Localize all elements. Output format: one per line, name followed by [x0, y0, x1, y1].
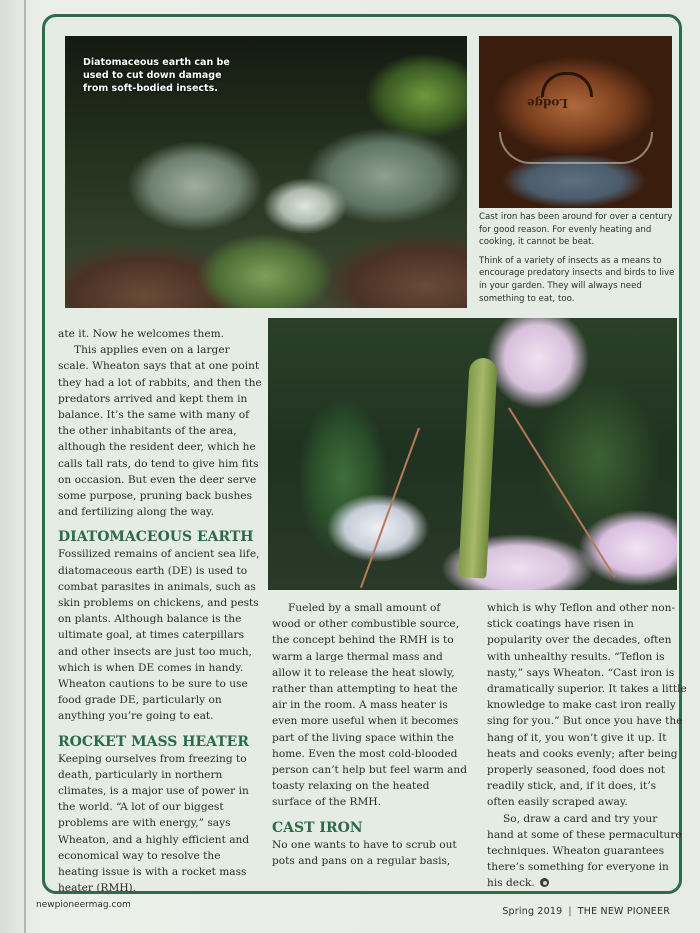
paragraph: No one wants to have to scrub out pots and pans on a regular basis, — [272, 838, 457, 867]
paragraph: Fossilized remains of ancient sea life, diatomaceous earth (DE) is used to combat parasites in animals, such as skin problems on chickens, and pests on plants. Although balance is the ultimate goal, at times caterpillars and other insects are just too much, which is when DE comes in handy. Wheaton cautions to be sure to use food grade DE, particularly on anything you’re going to eat. — [58, 548, 260, 723]
paragraph: which is why Teflon and other non-stick coatings have risen in popularity over the decades, often with unhealthy results. “Teflon is nasty,” says Wheaton. “Cast iron is dramatically superior. It takes a little knowledge to make cast iron really sing for you.” But once you have the hang of it, you won’t give it up. It heats and cooks evenly; after being properly seasoned, food does not readily stick, and, if it does, it’s often easily scraped away. — [487, 602, 687, 809]
cabbage-photo — [65, 36, 467, 308]
katydid-leg — [360, 428, 420, 588]
end-mark-icon — [540, 878, 549, 887]
footer-issue: Spring 2019 — [502, 906, 563, 917]
pot-bail-handle — [499, 132, 653, 164]
footer-separator: | — [568, 906, 572, 917]
closing-paragraph — [487, 811, 687, 892]
heading-rocket-mass-heater: ROCKET MASS HEATER — [58, 733, 249, 750]
katydid-leg — [508, 407, 616, 578]
paragraph: Keeping ourselves from freezing to death, particularly in northern climates, is a major use of power in the world. “A lot of our biggest problems are with energy,” says Wheaton, and a highly efficient and economical way to resolve the heating issue is with a rocket mass heater (RMH). — [58, 752, 250, 895]
paragraph: This applies even on a larger scale. Wheaton says that at one point they had a lot of rabbits, and then the predators arrived and kept them in balance. It’s the same with many of the other inhabitants of the area, although the resident deer, which he calls tall rats, do tend to give him fits on occasion. But even the deer serve some purpose, pruning back bushes and fertilizing along the way. — [58, 344, 262, 519]
katydid-body — [458, 357, 497, 578]
footer-website: newpioneermag.com — [36, 900, 131, 910]
article-column-1 — [58, 326, 262, 897]
pot-lid-handle — [541, 72, 593, 97]
footer-magazine-name: THE NEW PIONEER — [577, 906, 670, 917]
footer-issue-info — [502, 906, 670, 917]
paragraph: Fueled by a small amount of wood or other combustible source, the concept behind the RMH is to warm a large thermal mass and allow it to release the heat slowly, rather than attempting to heat the air in the room. A mass heater is even more useful when it becomes part of the living space within the home. Even the most cold-blooded person can’t help but feel warm and toasty relaxing on the heated surface of the RMH. — [272, 602, 468, 809]
heading-diatomaceous-earth: DIATOMACEOUS EARTH — [58, 529, 254, 546]
heading-cast-iron: CAST IRON — [272, 819, 363, 836]
article-column-2 — [272, 600, 472, 869]
cast-iron-caption: Cast iron has been around for over a century for good reason. For evenly heating and cooking, it cannot be beat. — [479, 212, 673, 248]
cabbage-photo-caption: Diatomaceous earth can be used to cut down damage from soft-bodied insects. — [83, 57, 230, 94]
pot-brand-text: Lodge — [527, 96, 568, 110]
paragraph: ate it. Now he welcomes them. — [58, 328, 225, 340]
page-gutter-fold — [24, 0, 26, 933]
closing-text: So, draw a card and try your hand at some of these permaculture techniques. Wheaton guarantees there’s something for everyone in his deck. — [487, 812, 682, 890]
article-column-3 — [487, 600, 687, 892]
cast-iron-photo — [479, 36, 672, 208]
side-captions — [479, 211, 677, 311]
katydid-photo — [268, 318, 677, 590]
insects-caption: Think of a variety of insects as a means to encourage predatory insects and birds to live in your garden. They will always need something to eat, too. — [479, 255, 675, 304]
